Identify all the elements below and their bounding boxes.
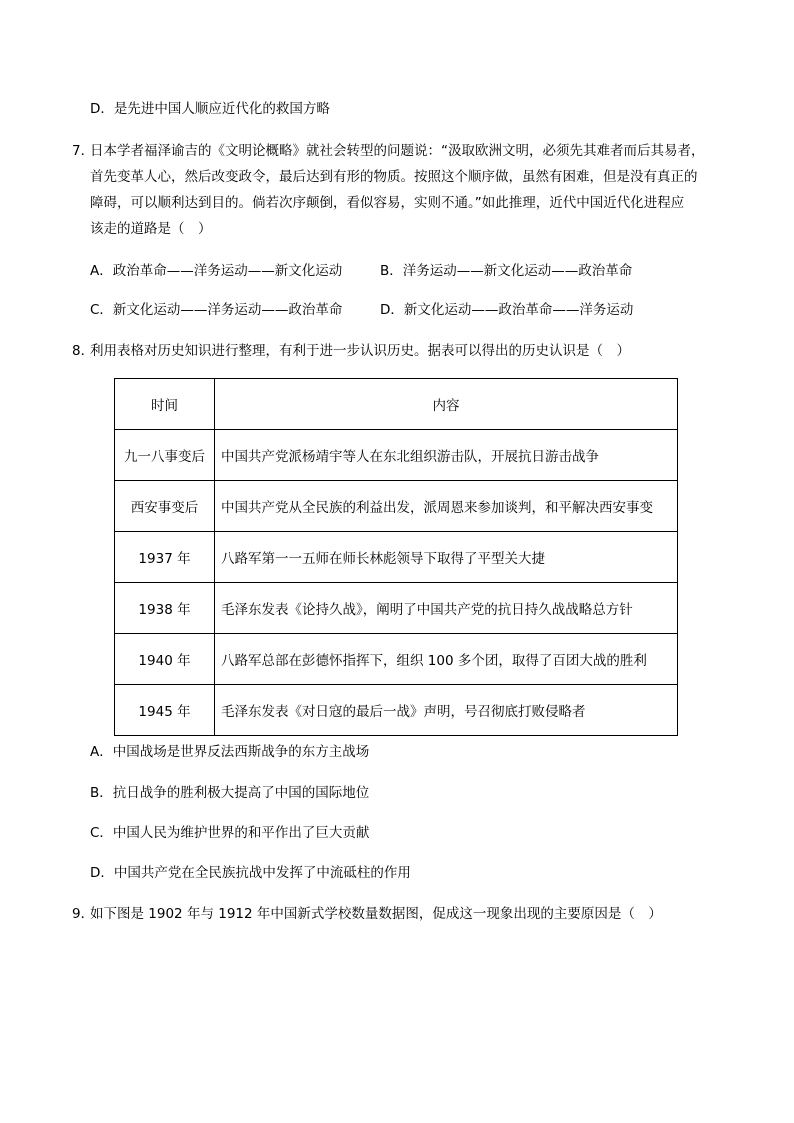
q8-option-d: D．中国共产党在全民族抗战中发挥了中流砥柱的作用 bbox=[90, 865, 411, 881]
q9-number: 9． bbox=[72, 906, 95, 922]
q9-stem: 如下图是 1902 年与 1912 年中国新式学校数量数据图，促成这一现象出现的主要原因是（ ） bbox=[90, 906, 662, 922]
table-cell-content: 毛泽东发表《论持久战》，阐明了中国共产党的抗日持久战战略总方针 bbox=[215, 583, 678, 634]
table-cell-time: 西安事变后 bbox=[115, 481, 215, 532]
table-cell-content: 中国共产党从全民族的利益出发，派周恩来参加谈判，和平解决西安事变 bbox=[215, 481, 678, 532]
q7-stem-line-4: 该走的道路是（ ） bbox=[90, 221, 212, 237]
q8-stem: 利用表格对历史知识进行整理，有利于进一步认识历史。据表可以得出的历史认识是（ ） bbox=[90, 343, 630, 359]
history-table bbox=[114, 378, 678, 736]
q7-number: 7． bbox=[72, 143, 95, 159]
q7-option-c: C．新文化运动——洋务运动——政治革命 bbox=[90, 302, 343, 318]
q7-stem-line-3: 障碍，可以顺利达到目的。倘若次序颠倒，看似容易，实则不通。”如此推理，近代中国近代化进程应 bbox=[90, 195, 685, 211]
table-row bbox=[115, 532, 678, 583]
table-cell-content: 八路军第一一五师在师长林彪领导下取得了平型关大捷 bbox=[215, 532, 678, 583]
q8-number: 8． bbox=[72, 343, 95, 359]
table-row bbox=[115, 430, 678, 481]
table-cell-content: 毛泽东发表《对日寇的最后一战》声明，号召彻底打败侵略者 bbox=[215, 685, 678, 736]
table-header-row bbox=[115, 379, 678, 430]
table-cell-time: 1945 年 bbox=[115, 685, 215, 736]
table-row bbox=[115, 634, 678, 685]
q8-option-c: C．中国人民为维护世界的和平作出了巨大贡献 bbox=[90, 825, 370, 841]
table-cell-content: 中国共产党派杨靖宇等人在东北组织游击队，开展抗日游击战争 bbox=[215, 430, 678, 481]
q7-option-b: B．洋务运动——新文化运动——政治革命 bbox=[380, 263, 633, 279]
table-header-time: 时间 bbox=[115, 379, 215, 430]
table-row bbox=[115, 583, 678, 634]
q6-option-d: D．是先进中国人顺应近代化的救国方略 bbox=[90, 101, 330, 117]
table-row bbox=[115, 685, 678, 736]
q7-option-a: A．政治革命——洋务运动——新文化运动 bbox=[90, 263, 343, 279]
table-cell-time: 九一八事变后 bbox=[115, 430, 215, 481]
table-cell-time: 1937 年 bbox=[115, 532, 215, 583]
table-cell-content: 八路军总部在彭德怀指挥下，组织 100 多个团，取得了百团大战的胜利 bbox=[215, 634, 678, 685]
q8-option-b: B．抗日战争的胜利极大提高了中国的国际地位 bbox=[90, 785, 370, 801]
table-header-content: 内容 bbox=[215, 379, 678, 430]
q7-stem-line-1: 日本学者福泽谕吉的《文明论概略》就社会转型的问题说：“汲取欧洲文明，必须先其难者而后其易者， bbox=[90, 143, 705, 159]
table-row bbox=[115, 481, 678, 532]
table-cell-time: 1938 年 bbox=[115, 583, 215, 634]
q7-stem-line-2: 首先变革人心，然后改变政令，最后达到有形的物质。按照这个顺序做，虽然有困难，但是没有真正的 bbox=[90, 169, 698, 185]
table-cell-time: 1940 年 bbox=[115, 634, 215, 685]
q8-option-a: A．中国战场是世界反法西斯战争的东方主战场 bbox=[90, 744, 370, 760]
q7-option-d: D．新文化运动——政治革命——洋务运动 bbox=[380, 302, 634, 318]
